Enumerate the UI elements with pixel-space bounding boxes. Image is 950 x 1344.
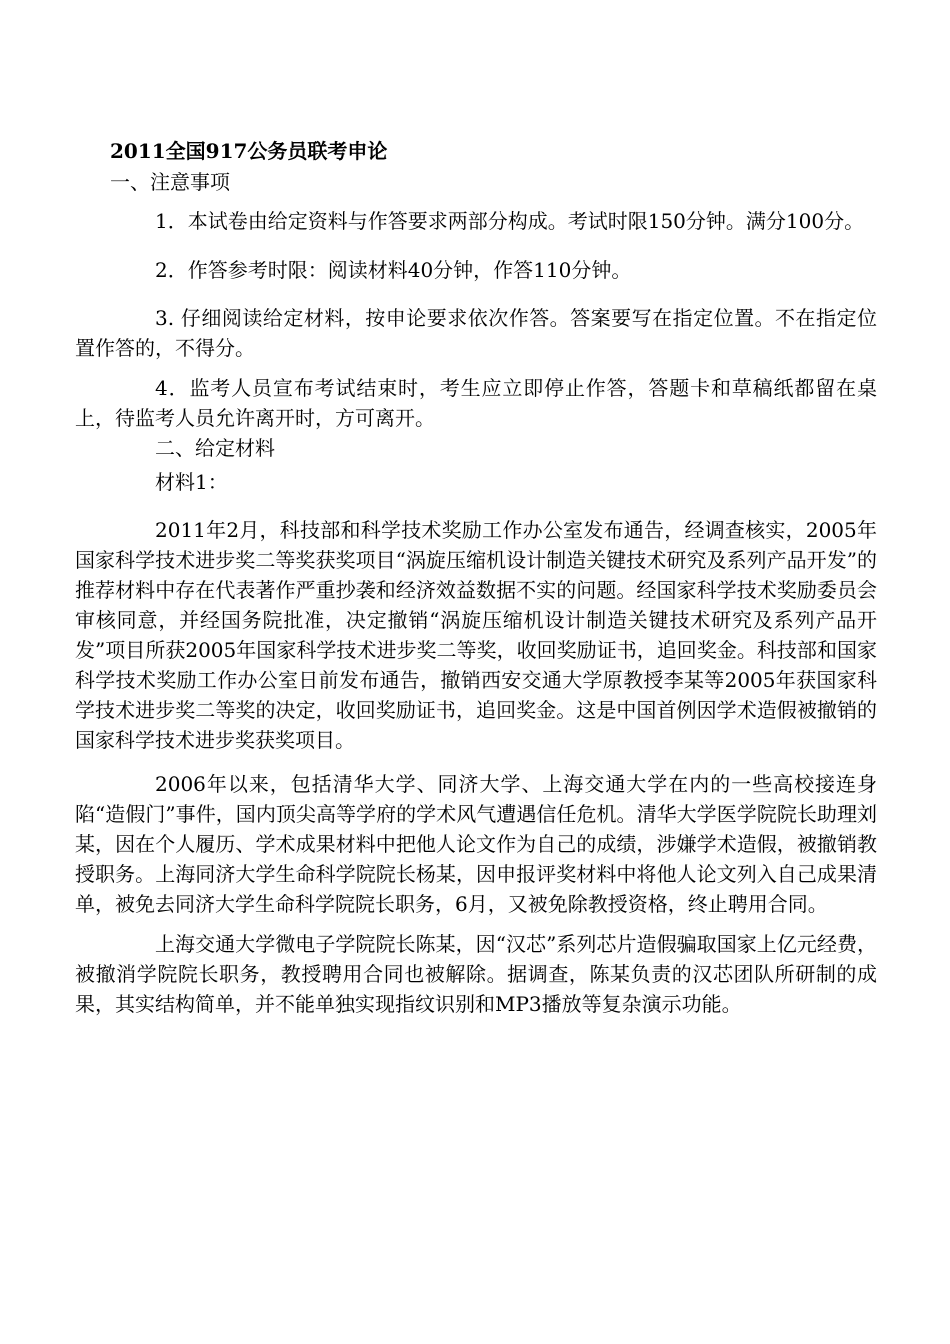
- notice-item-2: 2．作答参考时限：阅读材料40分钟，作答110分钟。: [155, 258, 632, 282]
- notice-item-1: 1．本试卷由给定资料与作答要求两部分构成。考试时限150分钟。满分100分。: [155, 209, 865, 233]
- section-heading-notices: 一、注意事项: [110, 170, 230, 194]
- document-page: [75, 135, 877, 1019]
- material-paragraph-2: 2006年以来，包括清华大学、同济大学、上海交通大学在内的一些高校接连身陷“造假门”事件，国内顶尖高等学府的学术风气遭遇信任危机。清华大学医学院院长助理刘某，因在个人履历、学术成果材料中把他人论文作为自己的成绩，涉嫌学术造假，被撤销教授职务。上海同济大学生命科学院院长杨某，因申报评奖材料中将他人论文列入自己成果清单，被免去同济大学生命科学院院长职务，6月，又被免除教授资格，终止聘用合同。: [75, 772, 877, 916]
- notice-item-3: 3. 仔细阅读给定材料，按申论要求依次作答。答案要写在指定位置。不在指定位置作答的，不得分。: [75, 306, 877, 360]
- notice-item-4: 4．监考人员宣布考试结束时，考生应立即停止作答，答题卡和草稿纸都留在桌上，待监考人员允许离开时，方可离开。: [75, 376, 877, 430]
- material-paragraph-1: 2011年2月，科技部和科学技术奖励工作办公室发布通告，经调查核实，2005年国家科学技术进步奖二等奖获奖项目“涡旋压缩机设计制造关键技术研究及系列产品开发”的推荐材料中存在代表著作严重抄袭和经济效益数据不实的问题。经国家科学技术奖励委员会审核同意，并经国务院批准，决定撤销“涡旋压缩机设计制造关键技术研究及系列产品开发”项目所获2005年国家科学技术进步奖二等奖，收回奖励证书，追回奖金。科技部和国家科学技术奖励工作办公室日前发布通告，撤销西安交通大学原教授李某等2005年获国家科学技术进步奖二等奖的决定，收回奖励证书，追回奖金。这是中国首例因学术造假被撤销的国家科学技术进步奖获奖项目。: [75, 518, 877, 752]
- document-title: 2011全国917公务员联考申论: [110, 139, 388, 163]
- material-paragraph-3: 上海交通大学微电子学院院长陈某，因“汉芯”系列芯片造假骗取国家上亿元经费，被撤消学院院长职务，教授聘用合同也被解除。据调查，陈某负责的汉芯团队所研制的成果，其实结构简单，并不能单独实现指纹识别和MP3播放等复杂演示功能。: [75, 932, 877, 1016]
- section-heading-materials: 二、给定材料: [155, 436, 275, 460]
- material-label: 材料1：: [155, 470, 228, 494]
